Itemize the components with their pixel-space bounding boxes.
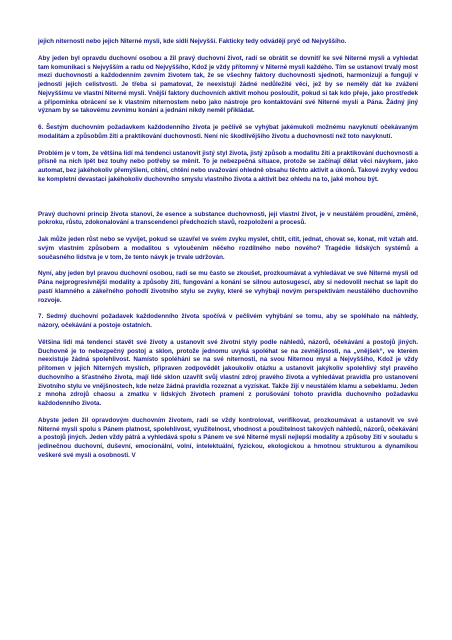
paragraph: 6. Šestým duchovním požadavkem každodenního života je pečlivě se vyhýbat jakémukoli možnému navyknutí očekávaným modalitám a způsobům žití a praktikování duchovnosti. Není nic škodlivějšího životu a duchovnosti než toto navyknutí. [38, 124, 418, 140]
paragraph: Pravý duchovní princip života stanoví, že esence a substance duchovnosti, její vlastní život, je v neustálém proudění, změně, pokroku, růstu, zdokonalování a transcendenci předchozích stavů, rozpoložení a procesů. [38, 210, 418, 227]
paragraph: Nyní, aby jeden byl pravou duchovní osobou, radí se mu často se zkoušet, prozkoumávat a vyhledávat ve své Niterné mysli od Pána nejprogresivnější modality a způsoby žití, fungování a konání se silnou autosugescí, aby si nedovolil nechat se lapit do pastí klamného a zákeřného pohodlí životního stylu se zvyky, které se vyhýbají novým perspektivám neustálého duchovního rozvoje. [38, 270, 418, 304]
paragraph: Jak může jeden růst nebo se vyvíjet, pokud se uzavřel ve svém zvyku myslet, chtít, cítit, jednat, chovat se, konat, mít vztah atd. svým vlastním způsobem a modalitou s vyloučením něčeho rozdílného nebo nového? Tragédie lidských systémů a současného lidstva je v tom, že tento návyk je trvale udržován. [38, 236, 418, 261]
paragraph: 7. Sedmý duchovní požadavek každodenního života spočívá v pečlivém vyhýbání se tomu, aby se spoléhalo na náhledy, názory, očekávání a postoje ostatních. [38, 313, 418, 329]
paragraph: jejich niternosti nebo jejich Niterné mysli, kde sídlí Nejvyšší. Fakticky tedy odvádějí pryč od Nejvyššího. [38, 38, 347, 45]
paragraph: Většina lidí má tendenci stavět své životy a ustanovit své životní styly podle náhledů, názorů, očekávání a postojů jiných. Duchovně je to nebezpečný postoj a sklon, protože jednomu uvyká spoléhat se na zevnějšnosti, na „vnějšek“, ve kterém neexistuje žádná spolehlivost. Namísto spoléhání se na své niternosti, na svou Niternou mysl a Nejvyššího, Kdož je vždy přítomen v jejich Niterných myslích, připraven zodpovědět jakoukoliv otázku a ustanovit jakýkoliv spolehlivý styl pravého duchovního a šťastného života, mají lidé sklon uzavřít svůj vlastní zdroj pravého života a vyhledávat pravidla pro ustanovení životního stylu ve vnějšnostech, kde nelze žádná pravidla rozeznat a vyzískat. Takže žijí v neustálém klamu a sebeklamu. Jeden z mnoha zdrojů chaosu a zmatku v lidských životech pramení z porušování tohoto pravidla duchovního požadavku každodenního života. [38, 338, 418, 407]
paragraph: Abyste jeden žil opravdovým duchovním životem, radí se vždy kontrolovat, verifikovat, prozkoumávat a ustanovit ve své Niterné mysli spolu s Pánem platnost, spolehlivost, využitelnost, vhodnost a použitelnost takových náhledů, názorů, očekávání a postojů jiných. Jeden vždy pátrá a vyhledává spolu s Pánem ve své Niterné mysli nejlepší modality a způsoby žití v souladu s jedinečnou duchovní, duševní, emocionální, volní, intelektuální, fyzickou, ekologickou a hmotnou strukturou a dynamikou veškeré své mysli a osobnosti. V [38, 416, 418, 459]
paragraph: Problém je v tom, že většina lidí má tendenci ustanovit jistý styl života, jistý způsob a modalitu žití a praktikování duchovnosti a přísně na nich lpět bez touhy nebo potřeby se měnit. To je nebezpečná situace, protože se začínají dělat věci návykem, jako automat, bez jakéhokoliv přemýšlení, cítění, chtění nebo uvažování ohledně obsahu těchto aktivit a úkonů. Takové zvyky vedou ke kompletní devastaci jakéhokoliv duchovního smyslu vlastního života a aktivit bez ohledu na to, jaké mohou být. [38, 149, 418, 183]
paragraph: Aby jeden byl opravdu duchovní osobou a žil pravý duchovní život, radí se obrátit se dovnitř ke své Niterné mysli a vyhledat tam komunikaci s Nejvyšším a radu od Nejvyššího, Kdož je vždy přítomný v Niterné mysli každého. Tím se ustanoví trvalý most mezi duchovností a každodenním zevním životem tak, že se všechny faktory duchovnosti sjednotí, harmonizují a fungují v jednosti jejich celistvosti. Je třeba si pamatovat, že neexistují žádné nedůležité věci, jež by se neměly dát ke zvážení Nejvyššímu ve vlastní Niterné mysli. Vnější faktory duchovních aktivit mohou posloužit, pokud si tak kdo přeje, jako prostředek a připomínka obrácení se k vlastním niternostem nebo jako nástroje pro kontaktování své Niterné mysli a Pána. Žádný jiný význam by se takovému zevnímu konání a jednání nikdy neměl přikládat. [38, 54, 418, 115]
